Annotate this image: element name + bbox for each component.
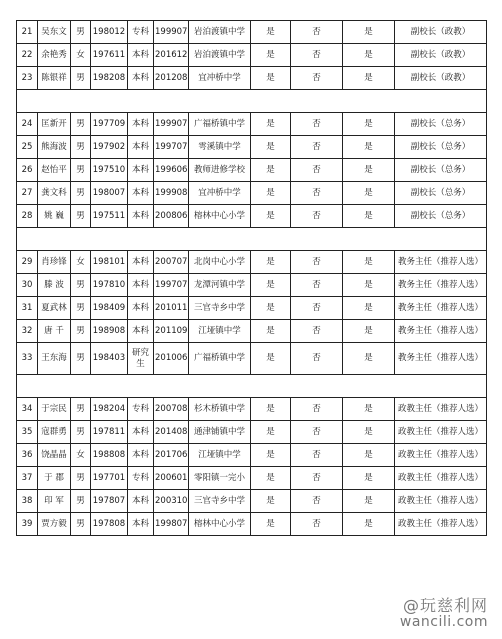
candidate-table xyxy=(16,20,487,536)
cell-number: 37 xyxy=(17,467,38,490)
table-row xyxy=(17,398,487,421)
table-row xyxy=(17,251,487,274)
cell-flag-2: 否 xyxy=(291,513,343,536)
cell-unit: 三官寺乡中学 xyxy=(189,297,251,320)
cell-birth: 198101 xyxy=(91,251,128,274)
cell-birth: 197510 xyxy=(91,159,128,182)
cell-birth: 198208 xyxy=(91,67,128,90)
cell-flag-3: 是 xyxy=(343,444,395,467)
table-row xyxy=(17,513,487,536)
cell-education: 本科 xyxy=(128,159,154,182)
cell-unit: 江垭镇中学 xyxy=(189,444,251,467)
cell-unit: 宜冲桥中学 xyxy=(189,67,251,90)
cell-number: 36 xyxy=(17,444,38,467)
cell-number: 24 xyxy=(17,113,38,136)
cell-position: 副校长（政教） xyxy=(395,67,487,90)
cell-work-start: 200707 xyxy=(154,251,189,274)
cell-flag-1: 是 xyxy=(251,67,291,90)
cell-education: 专科 xyxy=(128,467,154,490)
cell-flag-2: 否 xyxy=(291,251,343,274)
table-row xyxy=(17,444,487,467)
cell-number: 26 xyxy=(17,159,38,182)
cell-flag-3: 是 xyxy=(343,113,395,136)
cell-education: 本科 xyxy=(128,113,154,136)
cell-position: 副校长（总务） xyxy=(395,159,487,182)
separator-cell xyxy=(17,375,487,398)
cell-position: 政教主任（推荐人选） xyxy=(395,513,487,536)
cell-flag-2: 否 xyxy=(291,490,343,513)
table-row xyxy=(17,467,487,490)
cell-work-start: 199606 xyxy=(154,159,189,182)
cell-education: 本科 xyxy=(128,421,154,444)
cell-flag-2: 否 xyxy=(291,297,343,320)
cell-position: 教务主任（推荐人选） xyxy=(395,320,487,343)
cell-flag-1: 是 xyxy=(251,136,291,159)
site-watermark xyxy=(400,597,488,631)
cell-flag-1: 是 xyxy=(251,274,291,297)
cell-gender: 男 xyxy=(71,467,91,490)
cell-education: 本科 xyxy=(128,513,154,536)
cell-unit: 榕林中心小学 xyxy=(189,513,251,536)
cell-number: 31 xyxy=(17,297,38,320)
cell-flag-3: 是 xyxy=(343,320,395,343)
cell-number: 28 xyxy=(17,205,38,228)
cell-flag-2: 否 xyxy=(291,320,343,343)
cell-birth: 197701 xyxy=(91,467,128,490)
cell-birth: 197511 xyxy=(91,205,128,228)
cell-name: 饶晶晶 xyxy=(38,444,71,467)
cell-flag-3: 是 xyxy=(343,205,395,228)
cell-flag-3: 是 xyxy=(343,467,395,490)
cell-education: 本科 xyxy=(128,297,154,320)
cell-flag-1: 是 xyxy=(251,182,291,205)
cell-unit: 宜冲桥中学 xyxy=(189,182,251,205)
cell-flag-1: 是 xyxy=(251,513,291,536)
cell-name: 赵怡平 xyxy=(38,159,71,182)
cell-birth: 197810 xyxy=(91,274,128,297)
cell-work-start: 199907 xyxy=(154,21,189,44)
cell-position: 政教主任（推荐人选） xyxy=(395,490,487,513)
cell-flag-1: 是 xyxy=(251,205,291,228)
cell-flag-1: 是 xyxy=(251,444,291,467)
cell-flag-1: 是 xyxy=(251,421,291,444)
cell-number: 22 xyxy=(17,44,38,67)
cell-flag-1: 是 xyxy=(251,21,291,44)
cell-flag-1: 是 xyxy=(251,159,291,182)
cell-education: 本科 xyxy=(128,274,154,297)
cell-number: 25 xyxy=(17,136,38,159)
cell-position: 政教主任（推荐人选） xyxy=(395,444,487,467)
cell-gender: 男 xyxy=(71,159,91,182)
table-row xyxy=(17,205,487,228)
cell-flag-2: 否 xyxy=(291,274,343,297)
watermark-title: @玩慈利网 xyxy=(402,596,488,615)
cell-position: 教务主任（推荐人选） xyxy=(395,274,487,297)
cell-birth: 197808 xyxy=(91,513,128,536)
cell-education: 专科 xyxy=(128,21,154,44)
cell-education: 本科 xyxy=(128,444,154,467)
cell-unit: 雩溪镇中学 xyxy=(189,136,251,159)
cell-gender: 男 xyxy=(71,21,91,44)
cell-position: 副校长（总务） xyxy=(395,205,487,228)
cell-work-start: 199908 xyxy=(154,182,189,205)
cell-flag-2: 否 xyxy=(291,343,343,375)
cell-number: 35 xyxy=(17,421,38,444)
cell-position: 教务主任（推荐人选） xyxy=(395,297,487,320)
cell-gender: 女 xyxy=(71,251,91,274)
table-row xyxy=(17,421,487,444)
cell-gender: 男 xyxy=(71,398,91,421)
table-body xyxy=(17,21,487,536)
table-row xyxy=(17,159,487,182)
cell-birth: 197611 xyxy=(91,44,128,67)
cell-work-start: 201006 xyxy=(154,343,189,375)
cell-position: 副校长（总务） xyxy=(395,182,487,205)
table-row xyxy=(17,274,487,297)
cell-gender: 男 xyxy=(71,297,91,320)
cell-birth: 198808 xyxy=(91,444,128,467)
cell-flag-3: 是 xyxy=(343,343,395,375)
cell-flag-1: 是 xyxy=(251,343,291,375)
cell-education: 本科 xyxy=(128,136,154,159)
cell-work-start: 201208 xyxy=(154,67,189,90)
cell-flag-3: 是 xyxy=(343,182,395,205)
cell-flag-3: 是 xyxy=(343,398,395,421)
cell-gender: 男 xyxy=(71,182,91,205)
cell-gender: 男 xyxy=(71,490,91,513)
cell-flag-3: 是 xyxy=(343,251,395,274)
cell-flag-3: 是 xyxy=(343,44,395,67)
cell-flag-1: 是 xyxy=(251,490,291,513)
cell-name: 姚 巍 xyxy=(38,205,71,228)
cell-name: 匡新开 xyxy=(38,113,71,136)
cell-number: 21 xyxy=(17,21,38,44)
table-row xyxy=(17,182,487,205)
cell-number: 27 xyxy=(17,182,38,205)
cell-position: 副校长（总务） xyxy=(395,136,487,159)
cell-work-start: 201612 xyxy=(154,44,189,67)
group-separator-row xyxy=(17,228,487,251)
cell-work-start: 200601 xyxy=(154,467,189,490)
cell-flag-3: 是 xyxy=(343,297,395,320)
cell-education: 本科 xyxy=(128,182,154,205)
cell-birth: 197709 xyxy=(91,113,128,136)
cell-birth: 198007 xyxy=(91,182,128,205)
group-separator-row xyxy=(17,90,487,113)
cell-work-start: 201011 xyxy=(154,297,189,320)
cell-education: 研究生 xyxy=(128,343,154,375)
cell-birth: 198409 xyxy=(91,297,128,320)
table-row xyxy=(17,113,487,136)
cell-unit: 岩泊渡镇中学 xyxy=(189,21,251,44)
cell-flag-3: 是 xyxy=(343,21,395,44)
cell-flag-2: 否 xyxy=(291,159,343,182)
cell-name: 寇群勇 xyxy=(38,421,71,444)
cell-gender: 男 xyxy=(71,513,91,536)
cell-flag-3: 是 xyxy=(343,490,395,513)
cell-position: 副校长（总务） xyxy=(395,113,487,136)
table-row xyxy=(17,67,487,90)
cell-gender: 男 xyxy=(71,343,91,375)
cell-work-start: 200806 xyxy=(154,205,189,228)
cell-flag-3: 是 xyxy=(343,513,395,536)
cell-name: 唐 千 xyxy=(38,320,71,343)
cell-flag-3: 是 xyxy=(343,159,395,182)
cell-unit: 零阳镇一完小 xyxy=(189,467,251,490)
cell-name: 王东海 xyxy=(38,343,71,375)
cell-name: 滕 波 xyxy=(38,274,71,297)
cell-unit: 广福桥镇中学 xyxy=(189,113,251,136)
cell-work-start: 199907 xyxy=(154,113,189,136)
cell-flag-1: 是 xyxy=(251,297,291,320)
cell-position: 政教主任（推荐人选） xyxy=(395,421,487,444)
cell-flag-3: 是 xyxy=(343,136,395,159)
cell-name: 余艳秀 xyxy=(38,44,71,67)
cell-gender: 男 xyxy=(71,136,91,159)
cell-flag-2: 否 xyxy=(291,136,343,159)
group-separator-row xyxy=(17,375,487,398)
cell-number: 38 xyxy=(17,490,38,513)
cell-unit: 广福桥镇中学 xyxy=(189,343,251,375)
cell-gender: 男 xyxy=(71,274,91,297)
cell-position: 政教主任（推荐人选） xyxy=(395,467,487,490)
cell-gender: 男 xyxy=(71,421,91,444)
cell-name: 印 军 xyxy=(38,490,71,513)
cell-number: 33 xyxy=(17,343,38,375)
cell-gender: 男 xyxy=(71,320,91,343)
cell-flag-2: 否 xyxy=(291,67,343,90)
cell-work-start: 200708 xyxy=(154,398,189,421)
table-row xyxy=(17,343,487,375)
watermark-url: wancili.com xyxy=(399,614,488,630)
cell-gender: 男 xyxy=(71,67,91,90)
cell-unit: 龙潭河镇中学 xyxy=(189,274,251,297)
cell-number: 23 xyxy=(17,67,38,90)
cell-flag-1: 是 xyxy=(251,398,291,421)
cell-work-start: 201109 xyxy=(154,320,189,343)
cell-name: 贾方毅 xyxy=(38,513,71,536)
table-row xyxy=(17,21,487,44)
table-row xyxy=(17,490,487,513)
cell-gender: 女 xyxy=(71,44,91,67)
cell-flag-1: 是 xyxy=(251,113,291,136)
cell-flag-2: 否 xyxy=(291,182,343,205)
cell-flag-1: 是 xyxy=(251,320,291,343)
cell-education: 本科 xyxy=(128,44,154,67)
cell-birth: 197902 xyxy=(91,136,128,159)
cell-unit: 杉木桥镇中学 xyxy=(189,398,251,421)
cell-gender: 男 xyxy=(71,113,91,136)
cell-number: 32 xyxy=(17,320,38,343)
cell-education: 本科 xyxy=(128,67,154,90)
cell-birth: 197811 xyxy=(91,421,128,444)
cell-flag-2: 否 xyxy=(291,44,343,67)
cell-name: 熊海波 xyxy=(38,136,71,159)
cell-unit: 榕林中心小学 xyxy=(189,205,251,228)
cell-education: 本科 xyxy=(128,320,154,343)
cell-education: 本科 xyxy=(128,490,154,513)
cell-flag-2: 否 xyxy=(291,205,343,228)
cell-position: 政教主任（推荐人选） xyxy=(395,398,487,421)
cell-flag-3: 是 xyxy=(343,274,395,297)
cell-gender: 女 xyxy=(71,444,91,467)
cell-name: 夏武林 xyxy=(38,297,71,320)
cell-name: 吴东文 xyxy=(38,21,71,44)
cell-flag-2: 否 xyxy=(291,467,343,490)
cell-unit: 江垭镇中学 xyxy=(189,320,251,343)
cell-position: 副校长（政教） xyxy=(395,44,487,67)
table-row xyxy=(17,297,487,320)
cell-unit: 教师进修学校 xyxy=(189,159,251,182)
table-row xyxy=(17,44,487,67)
separator-cell xyxy=(17,90,487,113)
cell-work-start: 199707 xyxy=(154,136,189,159)
table-row xyxy=(17,136,487,159)
cell-flag-2: 否 xyxy=(291,398,343,421)
cell-education: 本科 xyxy=(128,251,154,274)
cell-birth: 197807 xyxy=(91,490,128,513)
cell-position: 教务主任（推荐人选） xyxy=(395,251,487,274)
cell-unit: 三官寺乡中学 xyxy=(189,490,251,513)
cell-position: 副校长（政教） xyxy=(395,21,487,44)
cell-gender: 男 xyxy=(71,205,91,228)
cell-name: 于宗民 xyxy=(38,398,71,421)
roster-sheet xyxy=(16,20,486,536)
cell-birth: 198403 xyxy=(91,343,128,375)
cell-flag-3: 是 xyxy=(343,421,395,444)
cell-number: 30 xyxy=(17,274,38,297)
cell-flag-3: 是 xyxy=(343,67,395,90)
cell-work-start: 200310 xyxy=(154,490,189,513)
cell-flag-2: 否 xyxy=(291,21,343,44)
cell-unit: 北岗中心小学 xyxy=(189,251,251,274)
cell-birth: 198204 xyxy=(91,398,128,421)
cell-flag-2: 否 xyxy=(291,113,343,136)
cell-work-start: 201408 xyxy=(154,421,189,444)
cell-flag-2: 否 xyxy=(291,421,343,444)
cell-name: 于 郡 xyxy=(38,467,71,490)
cell-flag-1: 是 xyxy=(251,251,291,274)
cell-number: 39 xyxy=(17,513,38,536)
cell-work-start: 199707 xyxy=(154,274,189,297)
cell-birth: 198012 xyxy=(91,21,128,44)
cell-work-start: 199807 xyxy=(154,513,189,536)
cell-birth: 198908 xyxy=(91,320,128,343)
cell-name: 龚文科 xyxy=(38,182,71,205)
cell-position: 教务主任（推荐人选） xyxy=(395,343,487,375)
cell-education: 本科 xyxy=(128,205,154,228)
cell-number: 29 xyxy=(17,251,38,274)
cell-flag-2: 否 xyxy=(291,444,343,467)
table-row xyxy=(17,320,487,343)
cell-work-start: 201706 xyxy=(154,444,189,467)
separator-cell xyxy=(17,228,487,251)
cell-unit: 岩泊渡镇中学 xyxy=(189,44,251,67)
cell-flag-1: 是 xyxy=(251,44,291,67)
cell-education: 专科 xyxy=(128,398,154,421)
cell-name: 肖珍锋 xyxy=(38,251,71,274)
cell-number: 34 xyxy=(17,398,38,421)
cell-name: 陈银祥 xyxy=(38,67,71,90)
cell-unit: 通津铺镇中学 xyxy=(189,421,251,444)
cell-flag-1: 是 xyxy=(251,467,291,490)
